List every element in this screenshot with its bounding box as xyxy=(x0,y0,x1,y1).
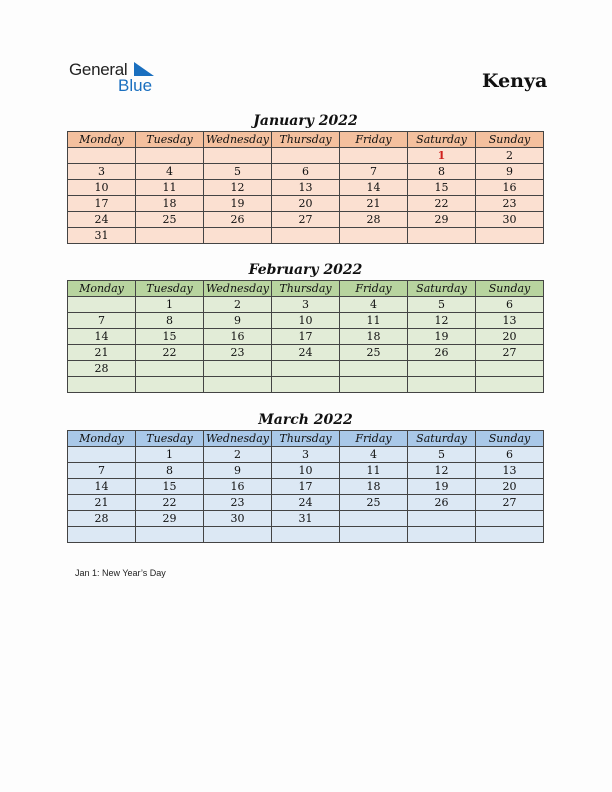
day-cell: 19 xyxy=(408,479,476,495)
week-row xyxy=(68,479,544,495)
empty-day-cell xyxy=(340,148,408,164)
day-cell: 23 xyxy=(204,345,272,361)
month-january xyxy=(67,111,544,244)
week-row xyxy=(68,180,544,196)
day-cell: 26 xyxy=(408,495,476,511)
week-row xyxy=(68,361,544,377)
day-cell: 18 xyxy=(340,479,408,495)
day-cell: 7 xyxy=(68,463,136,479)
weekday-monday: Monday xyxy=(68,281,136,297)
day-cell: 25 xyxy=(340,345,408,361)
day-cell: 27 xyxy=(476,345,544,361)
empty-day-cell xyxy=(408,511,476,527)
empty-day-cell xyxy=(136,228,204,244)
logo xyxy=(69,60,159,96)
day-cell: 5 xyxy=(408,297,476,313)
weekday-header-row xyxy=(68,132,544,148)
day-cell: 16 xyxy=(204,479,272,495)
empty-day-cell xyxy=(204,377,272,393)
day-cell: 24 xyxy=(68,212,136,228)
day-cell: 22 xyxy=(136,345,204,361)
day-cell: 20 xyxy=(476,329,544,345)
day-cell: 22 xyxy=(408,196,476,212)
empty-day-cell xyxy=(136,361,204,377)
day-cell: 6 xyxy=(476,297,544,313)
calendar-grid xyxy=(67,430,544,543)
day-cell: 5 xyxy=(204,164,272,180)
day-cell: 7 xyxy=(340,164,408,180)
empty-day-cell xyxy=(204,361,272,377)
day-cell: 8 xyxy=(408,164,476,180)
calendar-grid xyxy=(67,131,544,244)
day-cell: 26 xyxy=(204,212,272,228)
day-cell: 21 xyxy=(68,495,136,511)
day-cell: 23 xyxy=(204,495,272,511)
weekday-monday: Monday xyxy=(68,132,136,148)
day-cell: 28 xyxy=(340,212,408,228)
day-cell: 18 xyxy=(340,329,408,345)
week-row xyxy=(68,212,544,228)
day-cell: 23 xyxy=(476,196,544,212)
day-cell: 7 xyxy=(68,313,136,329)
weekday-header-row xyxy=(68,281,544,297)
day-cell: 4 xyxy=(340,447,408,463)
empty-day-cell xyxy=(136,527,204,543)
day-cell: 4 xyxy=(136,164,204,180)
day-cell: 16 xyxy=(204,329,272,345)
day-cell: 30 xyxy=(204,511,272,527)
day-cell: 2 xyxy=(476,148,544,164)
empty-day-cell xyxy=(340,377,408,393)
day-cell: 13 xyxy=(476,313,544,329)
weekday-friday: Friday xyxy=(340,132,408,148)
day-cell: 8 xyxy=(136,463,204,479)
empty-day-cell xyxy=(68,527,136,543)
weekday-friday: Friday xyxy=(340,281,408,297)
day-cell: 20 xyxy=(476,479,544,495)
empty-day-cell xyxy=(272,377,340,393)
weekday-monday: Monday xyxy=(68,431,136,447)
day-cell: 12 xyxy=(408,463,476,479)
day-cell: 15 xyxy=(136,479,204,495)
day-cell: 11 xyxy=(136,180,204,196)
day-cell: 15 xyxy=(408,180,476,196)
weekday-sunday: Sunday xyxy=(476,281,544,297)
day-cell: 13 xyxy=(272,180,340,196)
empty-day-cell xyxy=(408,361,476,377)
day-cell: 11 xyxy=(340,463,408,479)
weekday-saturday: Saturday xyxy=(408,132,476,148)
empty-day-cell xyxy=(204,148,272,164)
day-cell: 10 xyxy=(68,180,136,196)
empty-day-cell xyxy=(68,447,136,463)
empty-day-cell xyxy=(272,228,340,244)
day-cell: 13 xyxy=(476,463,544,479)
week-row xyxy=(68,447,544,463)
logo-word-general: General xyxy=(69,60,128,79)
week-row xyxy=(68,377,544,393)
empty-day-cell xyxy=(340,228,408,244)
day-cell: 22 xyxy=(136,495,204,511)
day-cell: 9 xyxy=(204,313,272,329)
day-cell: 6 xyxy=(272,164,340,180)
day-cell: 25 xyxy=(136,212,204,228)
day-cell: 12 xyxy=(408,313,476,329)
day-cell: 3 xyxy=(68,164,136,180)
day-cell: 18 xyxy=(136,196,204,212)
empty-day-cell xyxy=(340,361,408,377)
week-row xyxy=(68,511,544,527)
week-row xyxy=(68,313,544,329)
day-cell: 27 xyxy=(476,495,544,511)
holiday-note: Jan 1: New Year’s Day xyxy=(75,568,166,578)
empty-day-cell xyxy=(68,297,136,313)
empty-day-cell xyxy=(408,228,476,244)
weekday-tuesday: Tuesday xyxy=(136,132,204,148)
weekday-wednesday: Wednesday xyxy=(204,431,272,447)
day-cell: 2 xyxy=(204,297,272,313)
day-cell: 28 xyxy=(68,361,136,377)
weekday-friday: Friday xyxy=(340,431,408,447)
day-cell: 15 xyxy=(136,329,204,345)
day-cell: 14 xyxy=(68,479,136,495)
day-cell: 30 xyxy=(476,212,544,228)
day-cell: 17 xyxy=(68,196,136,212)
empty-day-cell xyxy=(476,377,544,393)
day-cell: 26 xyxy=(408,345,476,361)
weekday-wednesday: Wednesday xyxy=(204,281,272,297)
weekday-saturday: Saturday xyxy=(408,431,476,447)
week-row xyxy=(68,196,544,212)
empty-day-cell xyxy=(68,148,136,164)
day-cell: 21 xyxy=(340,196,408,212)
day-cell: 24 xyxy=(272,495,340,511)
empty-day-cell xyxy=(136,377,204,393)
empty-day-cell xyxy=(204,527,272,543)
day-cell: 9 xyxy=(476,164,544,180)
week-row xyxy=(68,164,544,180)
empty-day-cell xyxy=(272,527,340,543)
day-cell: 14 xyxy=(340,180,408,196)
weekday-tuesday: Tuesday xyxy=(136,281,204,297)
week-row xyxy=(68,495,544,511)
day-cell: 4 xyxy=(340,297,408,313)
logo-word-blue: Blue xyxy=(118,76,153,95)
week-row xyxy=(68,463,544,479)
weekday-saturday: Saturday xyxy=(408,281,476,297)
country-title: Kenya xyxy=(482,70,548,92)
day-cell: 31 xyxy=(68,228,136,244)
empty-day-cell xyxy=(68,377,136,393)
weekday-thursday: Thursday xyxy=(272,281,340,297)
day-cell: 24 xyxy=(272,345,340,361)
day-cell: 6 xyxy=(476,447,544,463)
month-title: January 2022 xyxy=(253,113,358,129)
logo-triangle-icon xyxy=(134,62,154,76)
day-cell: 3 xyxy=(272,297,340,313)
month-february xyxy=(67,260,544,393)
empty-day-cell xyxy=(136,148,204,164)
day-cell: 29 xyxy=(408,212,476,228)
day-cell: 27 xyxy=(272,212,340,228)
empty-day-cell xyxy=(340,511,408,527)
empty-day-cell xyxy=(476,527,544,543)
weekday-header-row xyxy=(68,431,544,447)
day-cell: 19 xyxy=(204,196,272,212)
weekday-sunday: Sunday xyxy=(476,132,544,148)
day-cell: 5 xyxy=(408,447,476,463)
empty-day-cell xyxy=(408,527,476,543)
day-cell: 9 xyxy=(204,463,272,479)
weekday-thursday: Thursday xyxy=(272,132,340,148)
weekday-sunday: Sunday xyxy=(476,431,544,447)
day-cell: 25 xyxy=(340,495,408,511)
empty-day-cell xyxy=(272,361,340,377)
week-row xyxy=(68,345,544,361)
day-cell: 11 xyxy=(340,313,408,329)
empty-day-cell xyxy=(476,361,544,377)
empty-day-cell xyxy=(476,511,544,527)
day-cell: 3 xyxy=(272,447,340,463)
day-cell: 8 xyxy=(136,313,204,329)
day-cell: 31 xyxy=(272,511,340,527)
empty-day-cell xyxy=(340,527,408,543)
day-cell: 19 xyxy=(408,329,476,345)
week-row xyxy=(68,228,544,244)
day-cell: 1 xyxy=(136,447,204,463)
day-cell: 20 xyxy=(272,196,340,212)
day-cell: 1 xyxy=(408,148,476,164)
week-row xyxy=(68,148,544,164)
day-cell: 1 xyxy=(136,297,204,313)
weekday-wednesday: Wednesday xyxy=(204,132,272,148)
weekday-thursday: Thursday xyxy=(272,431,340,447)
empty-day-cell xyxy=(204,228,272,244)
day-cell: 2 xyxy=(204,447,272,463)
day-cell: 14 xyxy=(68,329,136,345)
day-cell: 16 xyxy=(476,180,544,196)
calendar-grid xyxy=(67,280,544,393)
week-row xyxy=(68,297,544,313)
day-cell: 21 xyxy=(68,345,136,361)
weekday-tuesday: Tuesday xyxy=(136,431,204,447)
month-title: February 2022 xyxy=(248,262,363,278)
day-cell: 29 xyxy=(136,511,204,527)
day-cell: 17 xyxy=(272,479,340,495)
day-cell: 28 xyxy=(68,511,136,527)
day-cell: 17 xyxy=(272,329,340,345)
day-cell: 12 xyxy=(204,180,272,196)
day-cell: 10 xyxy=(272,313,340,329)
empty-day-cell xyxy=(476,228,544,244)
empty-day-cell xyxy=(408,377,476,393)
empty-day-cell xyxy=(272,148,340,164)
week-row xyxy=(68,329,544,345)
day-cell: 10 xyxy=(272,463,340,479)
month-title: March 2022 xyxy=(258,412,353,428)
month-march xyxy=(67,410,544,543)
week-row xyxy=(68,527,544,543)
